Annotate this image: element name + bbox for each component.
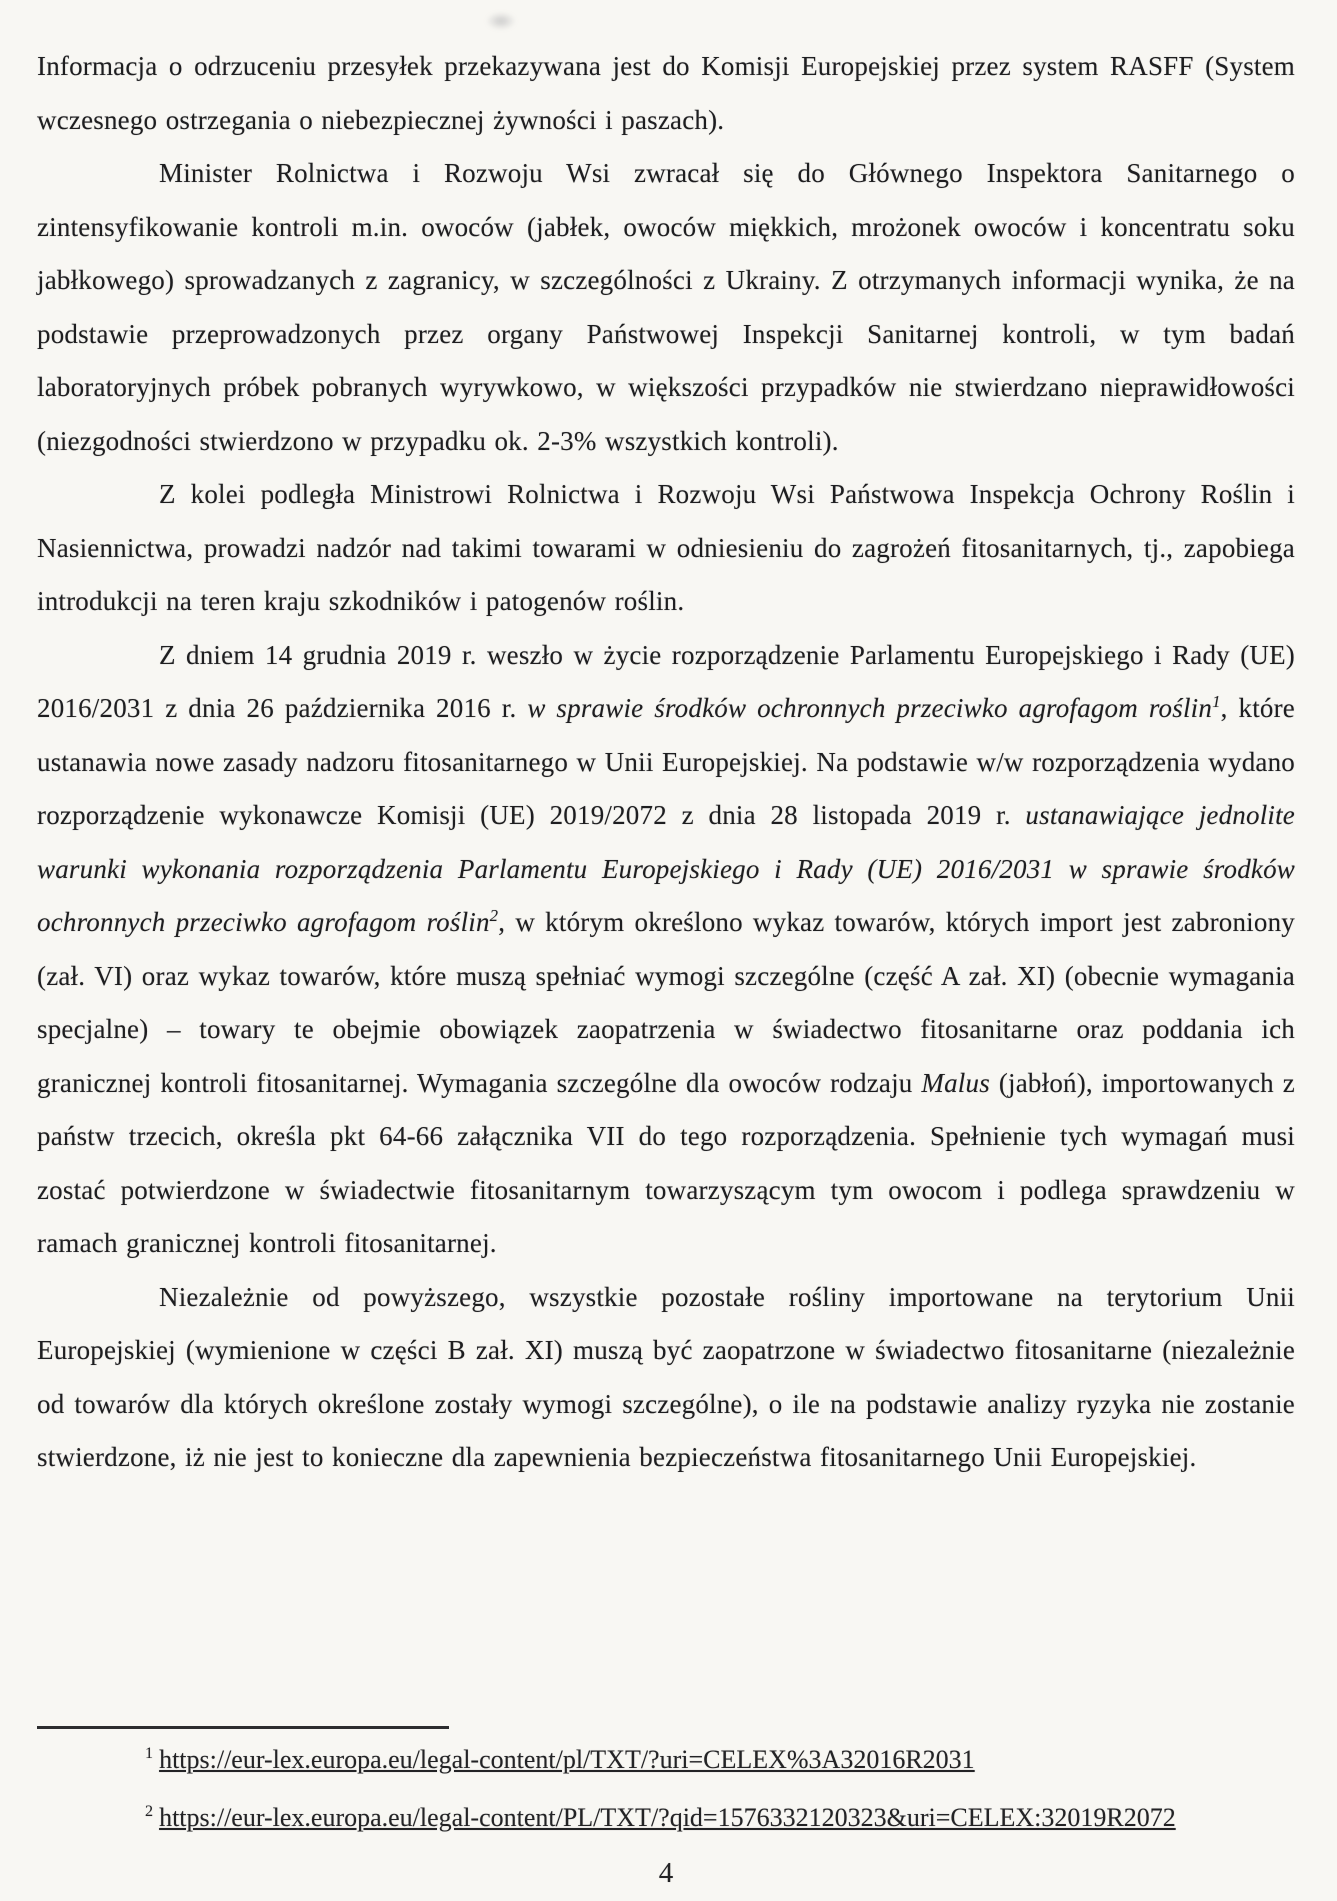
text-segment: Z dniem 14 grudnia 2019 r. weszło w życie rozporządzenie Parlamentu Europejskiego i Rady (UE) 2016/2031 z dnia 26 października 2016 r. [37, 639, 1295, 723]
paragraph-minister-kontrole [37, 147, 1295, 468]
text-segment-italic-malus: Malus [921, 1067, 990, 1098]
page-number: 4 [658, 1857, 674, 1889]
footnote-1-link[interactable]: https://eur-lex.europa.eu/legal-content/pl/TXT/?uri=CELEX%3A32016R2031 [159, 1745, 975, 1774]
text-segment: Informacja o odrzuceniu przesyłek przekazywana jest do Komisji Europejskiej przez system RASFF (System wczesnego ostrzegania o niebezpiecznej żywności i paszach). [37, 51, 1295, 135]
footnote-ref-1: 1 [1212, 692, 1221, 711]
footnote-area [37, 1726, 1295, 1890]
footnote-separator-rule [37, 1726, 449, 1729]
text-segment-italic-title-2: ustanawiające jednolite warunki wykonania rozporządzenia Parlamentu Europejskiego i Rady (UE) 2016/2031 w sprawie środków ochronnych przeciwko agrofagom roślin [37, 800, 1295, 937]
paragraph-rasff [37, 40, 1295, 147]
footnote-ref-2: 2 [489, 906, 499, 925]
scan-artifact [486, 12, 516, 30]
paragraph-pozostale-rosliny [37, 1271, 1295, 1485]
text-segment: Z kolei podległa Ministrowi Rolnictwa i Rozwoju Wsi Państwowa Inspekcja Ochrony Roślin i Nasiennictwa, prowadzi nadzór nad takimi towarami w odniesieniu do zagrożeń fitosanitarnych, tj., zapobiega introdukcji na teren kraju szkodników i patogenów roślin. [37, 479, 1295, 616]
text-segment: Niezależnie od powyższego, wszystkie pozostałe rośliny importowane na terytorium Unii Europejskiej (wymienione w części B zał. XI) muszą być zaopatrzone w świadectwo fitosanitarne (niezależnie od towarów dla których określone zostały wymogi szczególne), o ile na podstawie analizy ryzyka nie zostanie stwierdzone, iż nie jest to konieczne dla zapewnienia bezpieczeństwa fitosanitarnego Unii Europejskiej. [37, 1281, 1295, 1472]
footnote-2-marker: 2 [145, 1803, 154, 1821]
document-body [37, 40, 1295, 1485]
paragraph-rozporzadzenia-ue [37, 629, 1295, 1271]
footnote-1-marker: 1 [145, 1745, 154, 1763]
footnote-1 [37, 1745, 1295, 1775]
paragraph-inspekcja-ochrony-roslin [37, 468, 1295, 629]
text-segment-italic-title-1: w sprawie środków ochronnych przeciwko agrofagom roślin [527, 693, 1213, 723]
text-segment: , w którym określono wykaz towarów, których import jest zabroniony (zał. VI) oraz wykaz towarów, które muszą spełniać wymogi szczególne (część A zał. XI) (obecnie wymagania specjalne) – towary te obejmie obowiązek zaopatrzenia w świadectwo fitosanitarne oraz poddania ich granicznej kontroli fitosanitarnej. Wymagania szczególne dla owoców rodzaju [37, 907, 1295, 1098]
text-segment: Minister Rolnictwa i Rozwoju Wsi zwracał się do Głównego Inspektora Sanitarnego o zintensyfikowanie kontroli m.in. owoców (jabłek, owoców miękkich, mrożonek owoców i koncentratu soku jabłkowego) sprowadzanych z zagranicy, w szczególności z Ukrainy. Z otrzymanych informacji wynika, że na podstawie przeprowadzonych przez organy Państwowej Inspekcji Sanitarnej kontroli, w tym badań laboratoryjnych próbek pobranych wyrywkowo, w większości przypadków nie stwierdzano nieprawidłowości (niezgodności stwierdzono w przypadku ok. 2-3% wszystkich kontroli). [37, 158, 1295, 456]
text-segment: , które ustanawia nowe zasady nadzoru fitosanitarnego w Unii Europejskiej. Na podstawie w/w rozporządzenia wydano rozporządzenie wykonawcze Komisji (UE) 2019/2072 z dnia 28 listopada 2019 r. [37, 693, 1295, 830]
footnote-2 [37, 1803, 1295, 1833]
footnote-2-link[interactable]: https://eur-lex.europa.eu/legal-content/PL/TXT/?qid=1576332120323&uri=CELEX:32019R2072 [159, 1803, 1176, 1832]
text-segment: (jabłoń), importowanych z państw trzecich, określa pkt 64-66 załącznika VII do tego rozporządzenia. Spełnienie tych wymagań musi zostać potwierdzone w świadectwie fitosanitarnym towarzyszącym tym owocom i podlega sprawdzeniu w ramach granicznej kontroli fitosanitarnej. [37, 1067, 1295, 1258]
